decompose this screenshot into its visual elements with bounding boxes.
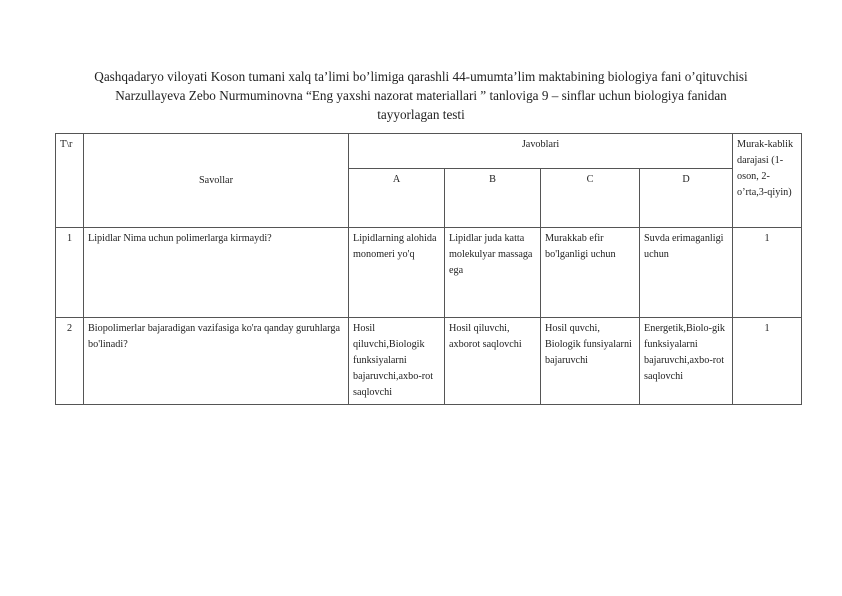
header-answer-c: C: [541, 169, 640, 228]
answer-b: Hosil qiluvchi, axborot saqlovchi: [445, 318, 541, 405]
header-difficulty: Murak-kablik darajasi (1-oson, 2-o’rta,3-qiyin): [733, 134, 802, 228]
row-number: 2: [56, 318, 84, 405]
question-text: Lipidlar Nima uchun polimerlarga kirmaydi?: [84, 228, 349, 318]
header-answer-a: A: [349, 169, 445, 228]
title-line-3: tayyorlagan testi: [377, 107, 465, 122]
answer-a: Hosil qiluvchi,Biologik funksiyalarni bajaruvchi,axbo-rot saqlovchi: [349, 318, 445, 405]
test-table: [55, 133, 802, 405]
table-row: [56, 318, 802, 405]
header-answer-b: B: [445, 169, 541, 228]
difficulty-level: 1: [733, 318, 802, 405]
header-number: T\r: [56, 134, 84, 228]
row-number: 1: [56, 228, 84, 318]
answer-b: Lipidlar juda katta molekulyar massaga ega: [445, 228, 541, 318]
difficulty-level: 1: [733, 228, 802, 318]
title-line-2: Narzullayeva Zebo Nurmuminovna “Eng yaxshi nazorat materiallari ” tanloviga 9 – sinflar uchun biologiya fanidan: [115, 88, 727, 103]
document-title: [50, 67, 792, 124]
header-answers: Javoblari: [349, 134, 733, 169]
answer-d: Energetik,Biolo-gik funksiyalarni bajaruvchi,axbo-rot saqlovchi: [640, 318, 733, 405]
answer-a: Lipidlarning alohida monomeri yo'q: [349, 228, 445, 318]
title-line-1: Qashqadaryo viloyati Koson tumani xalq ta’limi bo’limiga qarashli 44-umumta’lim maktabining biologiya fani o’qituvchisi: [94, 69, 748, 84]
answer-c: Hosil quvchi, Biologik funsiyalarni bajaruvchi: [541, 318, 640, 405]
header-row: [56, 134, 802, 169]
question-text: Biopolimerlar bajaradigan vazifasiga ko'ra qanday guruhlarga bo'linadi?: [84, 318, 349, 405]
answer-c: Murakkab efir bo'lganligi uchun: [541, 228, 640, 318]
table-row: [56, 228, 802, 318]
answer-d: Suvda erimaganligi uchun: [640, 228, 733, 318]
header-questions: Savollar: [84, 134, 349, 228]
header-answer-d: D: [640, 169, 733, 228]
